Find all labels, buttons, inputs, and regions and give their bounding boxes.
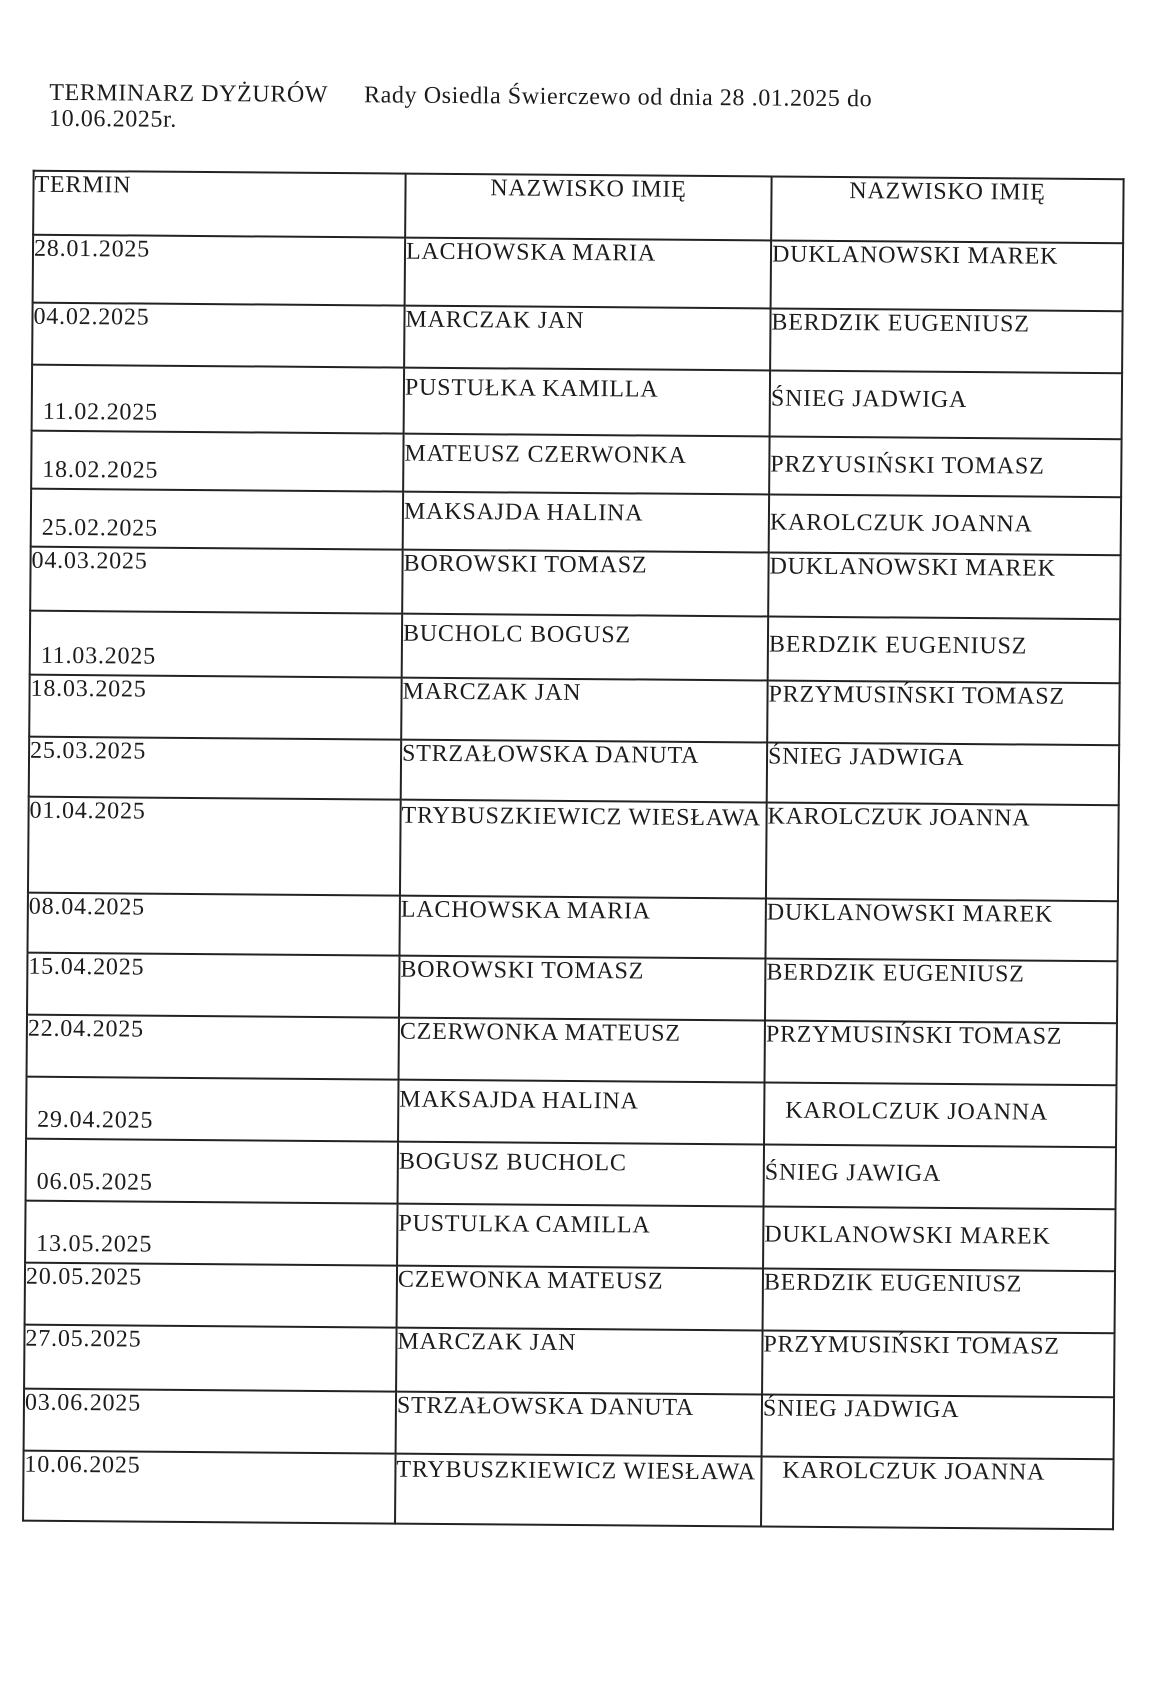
table-row (30, 547, 1120, 620)
table-row (29, 737, 1119, 806)
column-header-date: TERMIN (33, 171, 405, 238)
date-cell: 15.04.2025 (27, 953, 399, 1018)
table-row (28, 797, 1119, 902)
name-cell-2: PRZYMUSIŃSKI TOMASZ (762, 1330, 1114, 1397)
name-cell-1: TRYBUSZKIEWICZ WIESŁAWA (395, 1454, 762, 1527)
document-header (49, 80, 1129, 140)
table-row (27, 953, 1117, 1024)
table-row (26, 1139, 1116, 1210)
document-subtitle: Rady Osiedla Świerczewo od dnia 28 .01.2025 do (363, 82, 873, 113)
date-cell: 25.03.2025 (29, 737, 401, 800)
table-row (23, 1451, 1114, 1530)
name-cell-1: CZEWONKA MATEUSZ (397, 1266, 763, 1331)
name-cell-1: TRYBUSZKIEWICZ WIESŁAWA (400, 800, 767, 899)
name-cell-2: PRZYUSIŃSKI TOMASZ (769, 436, 1121, 497)
table-row (26, 1077, 1116, 1148)
name-cell-2: ŚNIEG JADWIGA (770, 370, 1123, 439)
name-cell-2: KAROLCZUK JOANNA (769, 494, 1121, 555)
name-cell-2: DUKLANOWSKI MAREK (771, 240, 1124, 311)
date-cell: 20.05.2025 (25, 1263, 397, 1328)
name-cell-1: CZERWONKA MATEUSZ (399, 1018, 765, 1083)
date-cell: 25.02.2025 (31, 489, 403, 550)
date-cell: 04.03.2025 (30, 547, 402, 614)
name-cell-2: DUKLANOWSKI MAREK (765, 898, 1117, 961)
table-row (28, 893, 1118, 962)
table-row (25, 1201, 1115, 1272)
name-cell-2: BERDZIK EUGENIUSZ (768, 616, 1120, 683)
table-row (24, 1325, 1114, 1398)
name-cell-1: STRZAŁOWSKA DANUTA (401, 740, 767, 803)
date-cell: 10.06.2025 (23, 1451, 396, 1524)
date-cell: 27.05.2025 (24, 1325, 396, 1392)
name-cell-2: ŚNIEG JADWIGA (762, 1394, 1114, 1459)
table-header-row (33, 171, 1123, 244)
name-cell-1: MAKSAJDA HALINA (403, 492, 769, 553)
date-cell: 22.04.2025 (27, 1015, 399, 1080)
table-row (24, 1389, 1114, 1460)
document-subtitle-end-date: 10.06.2025r. (48, 105, 178, 133)
table-row (32, 303, 1122, 374)
table-row (32, 365, 1122, 440)
duty-schedule-table (22, 170, 1125, 1531)
name-cell-1: BUCHOLC BOGUSZ (402, 614, 768, 681)
table-row (30, 611, 1120, 684)
table-row (33, 235, 1124, 312)
name-cell-2: BERDZIK EUGENIUSZ (763, 1268, 1115, 1333)
table-body (23, 235, 1123, 1530)
date-cell: 29.04.2025 (26, 1077, 398, 1142)
date-cell: 11.03.2025 (30, 611, 402, 678)
date-cell: 13.05.2025 (25, 1201, 397, 1266)
name-cell-2: BERDZIK EUGENIUSZ (765, 958, 1117, 1023)
name-cell-1: LACHOWSKA MARIA (405, 238, 772, 309)
table-row (31, 431, 1121, 498)
column-header-name-2: NAZWISKO IMIĘ (771, 176, 1123, 243)
date-cell: 08.04.2025 (28, 893, 400, 956)
name-cell-1: BOROWSKI TOMASZ (402, 550, 768, 617)
name-cell-2: ŚNIEG JADWIGA (767, 742, 1119, 805)
date-cell: 18.02.2025 (31, 431, 403, 492)
date-cell: 03.06.2025 (24, 1389, 396, 1454)
name-cell-1: PUSTUŁKA KAMILLA (404, 368, 771, 437)
name-cell-1: BOGUSZ BUCHOLC (398, 1142, 764, 1207)
name-cell-2: KAROLCZUK JOANNA (764, 1082, 1116, 1147)
name-cell-1: MAKSAJDA HALINA (398, 1080, 764, 1145)
name-cell-2: ŚNIEG JAWIGA (764, 1144, 1116, 1209)
name-cell-2: BERDZIK EUGENIUSZ (770, 308, 1122, 373)
name-cell-1: PUSTULKA CAMILLA (397, 1204, 763, 1269)
name-cell-2: DUKLANOWSKI MAREK (763, 1206, 1115, 1271)
name-cell-1: MARCZAK JAN (401, 678, 767, 743)
name-cell-1: MATEUSZ CZERWONKA (403, 434, 769, 495)
document-title: TERMINARZ DYŻURÓW (49, 79, 329, 109)
date-cell: 06.05.2025 (26, 1139, 398, 1204)
table-row (27, 1015, 1117, 1086)
column-header-name-1: NAZWISKO IMIĘ (405, 174, 771, 241)
table-row (31, 489, 1121, 556)
name-cell-1: LACHOWSKA MARIA (399, 896, 765, 959)
date-cell: 28.01.2025 (33, 235, 406, 306)
name-cell-1: BOROWSKI TOMASZ (399, 956, 765, 1021)
date-cell: 18.03.2025 (29, 675, 401, 740)
date-cell: 11.02.2025 (32, 365, 405, 434)
table-row (25, 1263, 1115, 1334)
name-cell-2: KAROLCZUK JOANNA (761, 1456, 1114, 1529)
name-cell-1: MARCZAK JAN (404, 306, 770, 371)
name-cell-1: STRZAŁOWSKA DANUTA (396, 1392, 762, 1457)
name-cell-2: KAROLCZUK JOANNA (766, 802, 1119, 901)
table-row (29, 675, 1119, 746)
date-cell: 01.04.2025 (28, 797, 401, 896)
date-cell: 04.02.2025 (32, 303, 404, 368)
name-cell-2: DUKLANOWSKI MAREK (768, 552, 1120, 619)
name-cell-2: PRZYMUSIŃSKI TOMASZ (765, 1020, 1117, 1085)
name-cell-2: PRZYMUSIŃSKI TOMASZ (767, 680, 1119, 745)
name-cell-1: MARCZAK JAN (396, 1328, 762, 1395)
